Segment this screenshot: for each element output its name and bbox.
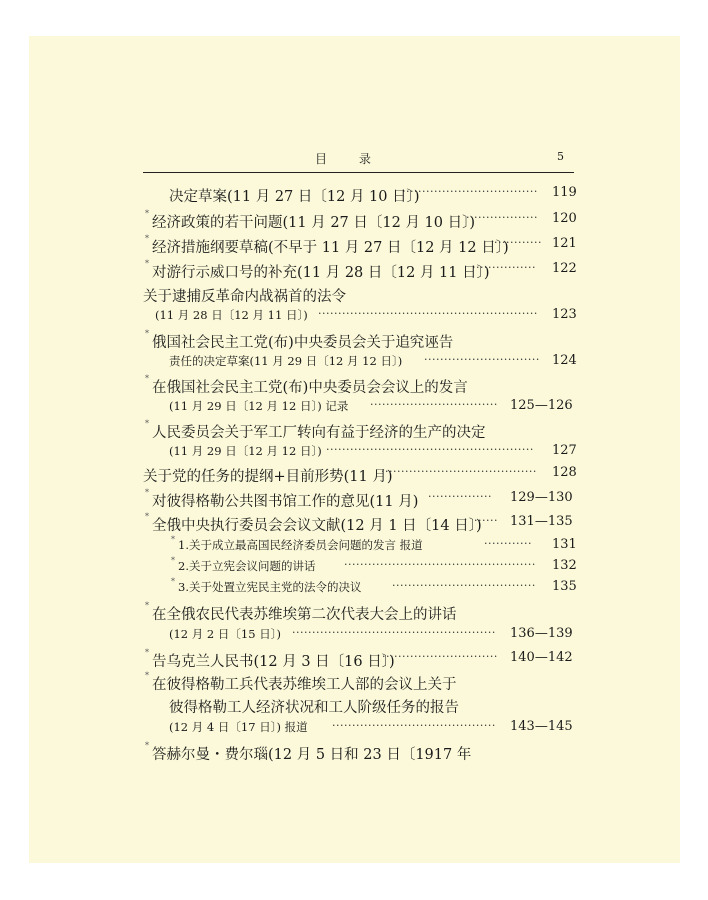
dot-leader: ··················	[466, 211, 538, 224]
dot-leader: ································	[370, 398, 498, 411]
toc-entry	[0, 696, 708, 716]
toc-entry-page: 140—142	[510, 650, 573, 665]
toc-entry-text: 告乌克兰人民书(12 月 3 日〔16 日〕)	[152, 654, 395, 670]
toc-entry-text: 人民委员会关于军工厂转向有益于经济的生产的决定	[152, 425, 486, 441]
asterisk-mark: *	[145, 512, 149, 521]
toc-entry-text: 经济政策的若干问题(11 月 27 日〔12 月 10 日〕)	[152, 215, 476, 231]
page-header	[143, 150, 574, 173]
toc-entry-page: 131—135	[510, 514, 573, 529]
toc-entry-text: 彼得格勒工人经济状况和工人阶级任务的报告	[169, 700, 459, 716]
dot-leader: ·····························	[424, 353, 540, 366]
toc-entry-text: (12 月 4 日〔17 日〕) 报道	[169, 720, 308, 734]
toc-entry	[0, 211, 708, 231]
toc-entry-text: 3.关于处置立宪民主党的法令的决议	[178, 580, 362, 594]
toc-entry	[0, 421, 708, 441]
toc-entry-text: 俄国社会民主工党(布)中央委员会关于追究诬告	[152, 335, 454, 351]
dot-leader: ············	[484, 537, 532, 550]
toc-entry	[0, 490, 708, 510]
dot-leader: ················	[428, 490, 492, 503]
toc-entry	[0, 558, 708, 578]
asterisk-mark: *	[145, 374, 149, 383]
dot-leader: ·······················································	[318, 307, 538, 320]
toc-entry-text: 答赫尔曼・费尔瑙(12 月 5 日和 23 日〔1917 年	[152, 747, 472, 763]
toc-entry	[0, 376, 708, 396]
toc-entry	[0, 353, 708, 373]
toc-entry-page: 127	[552, 443, 577, 458]
toc-entry	[0, 285, 708, 305]
dot-leader: ····································	[392, 579, 536, 592]
toc-entry-text: (11 月 28 日〔12 月 11 日〕)	[155, 308, 308, 322]
toc-entry-page: 129—130	[510, 490, 573, 505]
header-title: 目 录	[315, 152, 385, 166]
asterisk-mark: *	[145, 234, 149, 243]
toc-entry-page: 123	[552, 307, 577, 322]
toc-entry-text: 在俄国社会民主工党(布)中央委员会会议上的发言	[152, 380, 468, 396]
toc-entry	[0, 743, 708, 763]
dot-leader: ·········································	[332, 719, 496, 732]
asterisk-mark: *	[145, 419, 149, 428]
toc-entry	[0, 603, 708, 623]
toc-entry	[0, 626, 708, 646]
asterisk-mark: *	[145, 488, 149, 497]
toc-entry-page: 125—126	[510, 398, 573, 413]
toc-entry-page: 136—139	[510, 626, 573, 641]
dot-leader: ···················································	[292, 626, 496, 639]
toc-entry	[0, 185, 708, 205]
toc-entry-page: 131	[552, 537, 577, 552]
dot-leader: ····················································	[326, 443, 534, 456]
toc-entry-text: 决定草案(11 月 27 日〔12 月 10 日〕)	[169, 189, 420, 205]
toc-entry-page: 122	[552, 261, 577, 276]
dot-leader: ················································	[344, 558, 536, 571]
toc-entry	[0, 537, 708, 557]
asterisk-mark: *	[145, 741, 149, 750]
toc-entry-text: 关于党的任务的提纲+目前形势(11 月)	[143, 469, 393, 485]
asterisk-mark: *	[145, 209, 149, 218]
toc-entry	[0, 261, 708, 281]
dot-leader: ·····························	[382, 650, 498, 663]
toc-entry-page: 128	[552, 465, 577, 480]
dot-leader: ······	[474, 514, 498, 527]
toc-entry-text: (12 月 2 日〔15 日〕)	[169, 627, 281, 641]
dot-leader: ············	[494, 236, 542, 249]
toc-entry-text: 全俄中央执行委员会会议文献(12 月 1 日〔14 日〕)	[152, 518, 482, 534]
toc-entry-text: 1.关于成立最高国民经济委员会问题的发言 报道	[178, 538, 423, 552]
dot-leader: ················	[472, 261, 536, 274]
toc-entry-text: 经济措施纲要草稿(不早于 11 月 27 日〔12 月 12 日〕)	[152, 240, 509, 256]
toc-entry-page: 135	[552, 579, 577, 594]
toc-entry-page: 124	[552, 353, 577, 368]
asterisk-mark: *	[145, 259, 149, 268]
toc-entry	[0, 398, 708, 418]
asterisk-mark: *	[171, 535, 175, 544]
toc-entry-page: 143—145	[510, 719, 573, 734]
toc-entry	[0, 443, 708, 463]
toc-entry	[0, 307, 708, 327]
header-page-number: 5	[557, 150, 564, 163]
toc-entry-text: 2.关于立宪会议问题的讲话	[178, 559, 316, 573]
asterisk-mark: *	[145, 648, 149, 657]
asterisk-mark: *	[145, 601, 149, 610]
toc-entry	[0, 650, 708, 670]
toc-entry	[0, 236, 708, 256]
dot-leader: ·······································	[381, 465, 537, 478]
toc-entry	[0, 465, 708, 485]
toc-entry	[0, 579, 708, 599]
toc-entry-page: 119	[552, 185, 577, 200]
asterisk-mark: *	[171, 556, 175, 565]
toc-entry-text: 对彼得格勒公共图书馆工作的意见(11 月)	[152, 494, 419, 510]
toc-entry-text: 对游行示威口号的补充(11 月 28 日〔12 月 11 日〕)	[152, 265, 490, 281]
toc-entry-text: 关于逮捕反革命内战祸首的法令	[143, 289, 346, 305]
toc-entry-text: (11 月 29 日〔12 月 12 日〕)	[169, 444, 322, 458]
toc-entry-text: 责任的决定草案(11 月 29 日〔12 月 12 日〕)	[169, 354, 403, 368]
toc-entry	[0, 719, 708, 739]
asterisk-mark: *	[171, 577, 175, 586]
toc-entry-page: 121	[552, 236, 577, 251]
toc-entry-text: (11 月 29 日〔12 月 12 日〕) 记录	[169, 399, 349, 413]
toc-entry-text: 在彼得格勒工兵代表苏维埃工人部的会议上关于	[152, 677, 457, 693]
dot-leader: ··································	[402, 185, 538, 198]
toc-entry-page: 132	[552, 558, 577, 573]
asterisk-mark: *	[145, 329, 149, 338]
toc-entry	[0, 673, 708, 693]
toc-entry	[0, 331, 708, 351]
asterisk-mark: *	[145, 671, 149, 680]
toc-entry-page: 120	[552, 211, 577, 226]
toc-entry	[0, 514, 708, 534]
toc-entry-text: 在全俄农民代表苏维埃第二次代表大会上的讲话	[152, 607, 457, 623]
